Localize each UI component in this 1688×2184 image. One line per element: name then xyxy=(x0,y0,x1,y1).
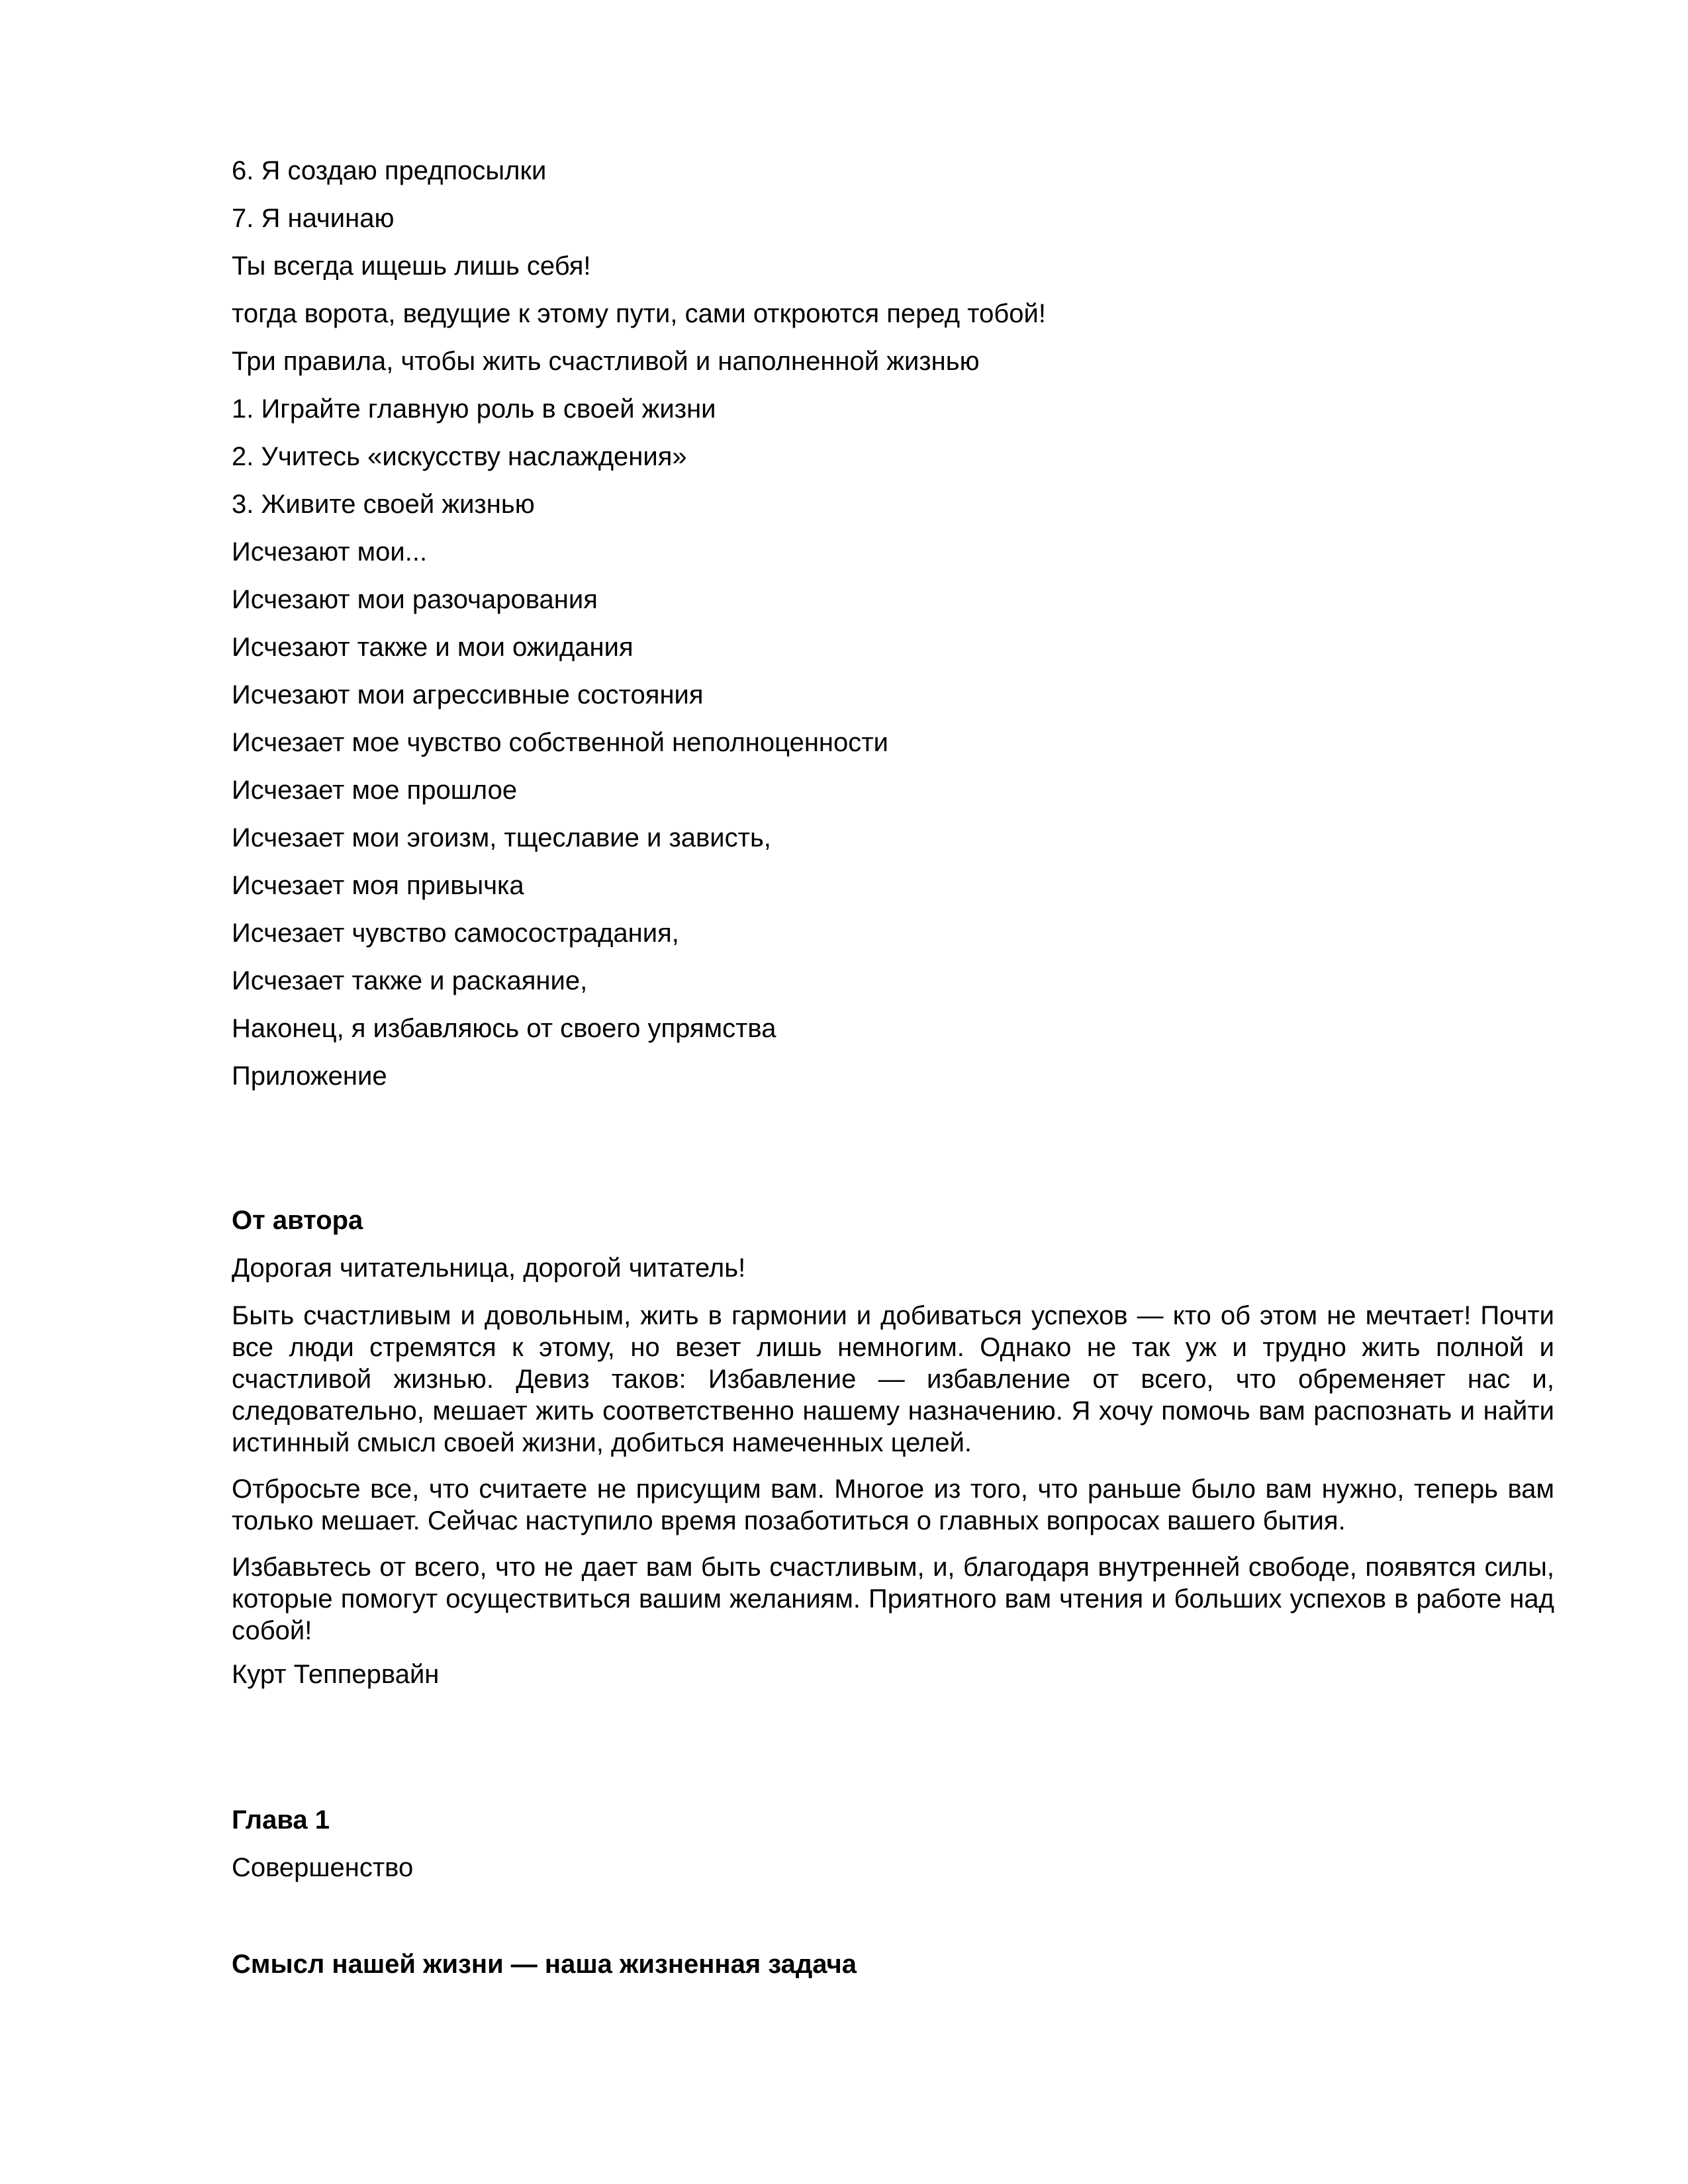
foreword-heading: От автора xyxy=(232,1206,363,1235)
toc-item: Исчезает мое чувство собственной неполноценности xyxy=(232,728,888,757)
toc-item: Исчезают мои разочарования xyxy=(232,585,598,614)
toc-item: Наконец, я избавляюсь от своего упрямства xyxy=(232,1014,776,1043)
toc-item: Исчезает мое прошлое xyxy=(232,776,518,805)
foreword-signature: Курт Теппервайн xyxy=(232,1660,440,1689)
toc-item: Исчезают мои... xyxy=(232,537,428,567)
foreword-greeting: Дорогая читательница, дорогой читатель! xyxy=(232,1253,746,1283)
toc-item: Исчезает чувство самосострадания, xyxy=(232,919,679,948)
toc-item: 2. Учитесь «искусству наслаждения» xyxy=(232,442,687,471)
toc-item: 3. Живите своей жизнью xyxy=(232,490,535,519)
toc-item: Исчезает мои эгоизм, тщеславие и зависть, xyxy=(232,823,771,852)
toc-item: Приложение xyxy=(232,1062,387,1091)
toc-item: Исчезают также и мои ожидания xyxy=(232,633,633,662)
foreword-paragraph: Избавьтесь от всего, что не дает вам быть счастливым, и, благодаря внутренней свободе, появятся силы, которые помогут осуществиться вашим желаниям. Приятного вам чтения и больших успехов в работе над собой! xyxy=(232,1553,1554,1645)
toc-item: 1. Играйте главную роль в своей жизни xyxy=(232,394,716,424)
toc-item: 7. Я начинаю xyxy=(232,204,395,233)
foreword-paragraph: Отбросьте все, что считаете не присущим вам. Многое из того, что раньше было вам нужно, теперь вам только мешает. Сейчас наступило время позаботиться о главных вопросах вашего бытия. xyxy=(232,1475,1554,1535)
toc-item: 6. Я создаю предпосылки xyxy=(232,156,547,185)
toc-item: Исчезают мои агрессивные состояния xyxy=(232,680,704,709)
toc-item: Исчезает моя привычка xyxy=(232,871,524,900)
toc-item: Исчезает также и раскаяние, xyxy=(232,966,588,995)
foreword-paragraph: Быть счастливым и довольным, жить в гармонии и добиваться успехов — кто об этом не мечтает! Почти все люди стремятся к этому, но везет лишь немногим. Однако не так уж и трудно жить полной и счастливой жизнью. Девиз таков: Избавление — избавление от всего, что обременяет нас и, следовательно, мешает жить соответственно нашему назначению. Я хочу помочь вам распознать и найти истинный смысл своей жизни, добиться намеченных целей. xyxy=(232,1301,1554,1457)
document-page xyxy=(232,0,1554,2184)
section-heading: Смысл нашей жизни — наша жизненная задача xyxy=(232,1950,857,1979)
toc-item: Три правила, чтобы жить счастливой и наполненной жизнью xyxy=(232,347,980,376)
chapter-heading: Глава 1 xyxy=(232,1805,330,1835)
toc-item: Ты всегда ищешь лишь себя! xyxy=(232,251,591,281)
chapter-subtitle: Совершенство xyxy=(232,1853,414,1882)
toc-item: тогда ворота, ведущие к этому пути, сами откроются перед тобой! xyxy=(232,299,1046,328)
